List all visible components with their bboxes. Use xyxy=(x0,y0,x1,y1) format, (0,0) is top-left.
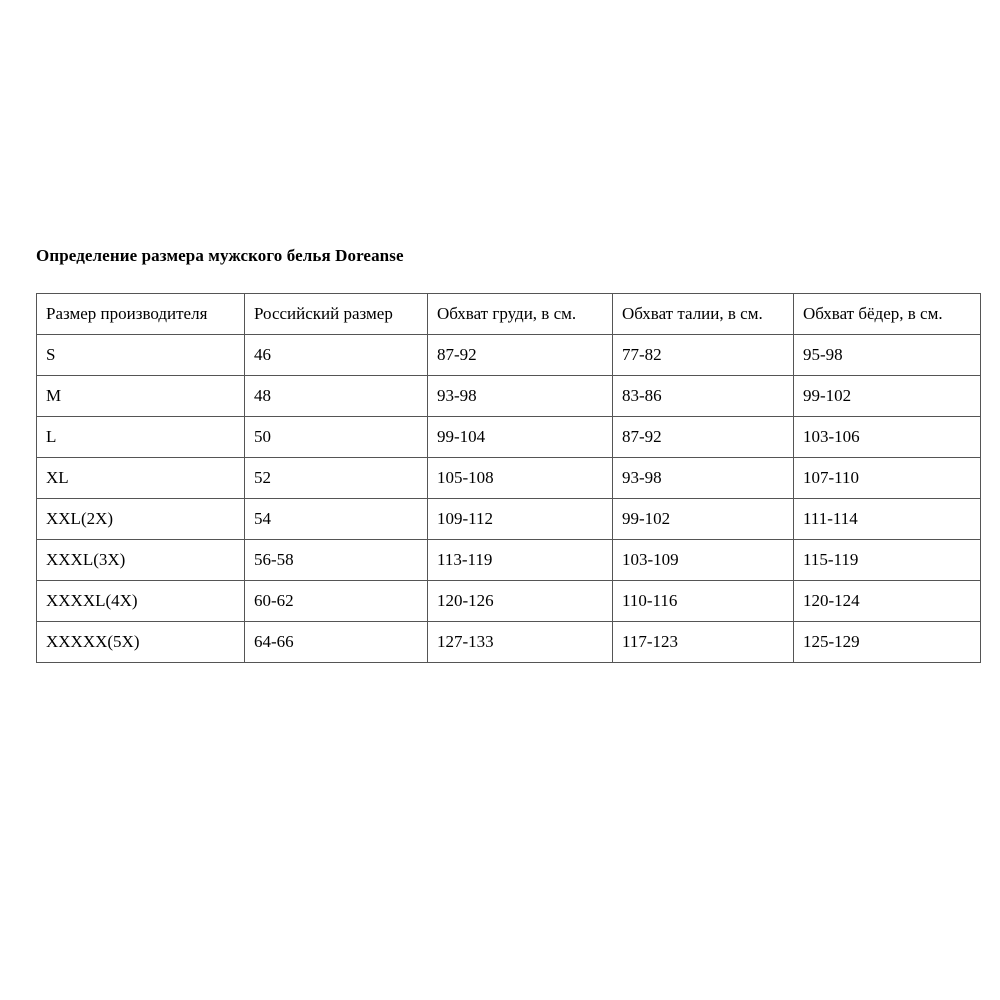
cell-chest: 120-126 xyxy=(428,581,613,622)
table-row xyxy=(37,417,981,458)
cell-waist: 87-92 xyxy=(613,417,794,458)
cell-waist: 110-116 xyxy=(613,581,794,622)
cell-hips: 115-119 xyxy=(794,540,981,581)
size-chart-section xyxy=(36,246,980,663)
cell-waist: 99-102 xyxy=(613,499,794,540)
cell-hips: 120-124 xyxy=(794,581,981,622)
cell-hips: 99-102 xyxy=(794,376,981,417)
cell-waist: 77-82 xyxy=(613,335,794,376)
cell-russian-size: 52 xyxy=(245,458,428,499)
cell-russian-size: 60-62 xyxy=(245,581,428,622)
cell-size: XXXXL(4X) xyxy=(37,581,245,622)
cell-size: L xyxy=(37,417,245,458)
cell-size: XL xyxy=(37,458,245,499)
table-row xyxy=(37,458,981,499)
cell-chest: 113-119 xyxy=(428,540,613,581)
cell-size: M xyxy=(37,376,245,417)
cell-hips: 103-106 xyxy=(794,417,981,458)
table-header-row xyxy=(37,294,981,335)
column-header-russian-size: Российский размер xyxy=(245,294,428,335)
cell-size: XXXL(3X) xyxy=(37,540,245,581)
table-row xyxy=(37,540,981,581)
cell-size: XXXXX(5X) xyxy=(37,622,245,663)
cell-size: S xyxy=(37,335,245,376)
cell-hips: 111-114 xyxy=(794,499,981,540)
cell-hips: 125-129 xyxy=(794,622,981,663)
cell-russian-size: 54 xyxy=(245,499,428,540)
table-row xyxy=(37,335,981,376)
table-row xyxy=(37,622,981,663)
table-row xyxy=(37,581,981,622)
cell-size: XXL(2X) xyxy=(37,499,245,540)
column-header-manufacturer-size: Размер производителя xyxy=(37,294,245,335)
cell-russian-size: 48 xyxy=(245,376,428,417)
cell-russian-size: 64-66 xyxy=(245,622,428,663)
cell-waist: 93-98 xyxy=(613,458,794,499)
column-header-hips: Обхват бёдер, в см. xyxy=(794,294,981,335)
page-title: Определение размера мужского белья Doreanse xyxy=(36,246,404,265)
cell-chest: 105-108 xyxy=(428,458,613,499)
cell-chest: 87-92 xyxy=(428,335,613,376)
cell-chest: 93-98 xyxy=(428,376,613,417)
cell-chest: 99-104 xyxy=(428,417,613,458)
size-table xyxy=(36,293,981,663)
cell-waist: 103-109 xyxy=(613,540,794,581)
cell-waist: 117-123 xyxy=(613,622,794,663)
cell-hips: 107-110 xyxy=(794,458,981,499)
cell-russian-size: 56-58 xyxy=(245,540,428,581)
cell-waist: 83-86 xyxy=(613,376,794,417)
cell-chest: 127-133 xyxy=(428,622,613,663)
column-header-waist: Обхват талии, в см. xyxy=(613,294,794,335)
cell-hips: 95-98 xyxy=(794,335,981,376)
table-row xyxy=(37,376,981,417)
cell-chest: 109-112 xyxy=(428,499,613,540)
column-header-chest: Обхват груди, в см. xyxy=(428,294,613,335)
cell-russian-size: 46 xyxy=(245,335,428,376)
cell-russian-size: 50 xyxy=(245,417,428,458)
table-row xyxy=(37,499,981,540)
